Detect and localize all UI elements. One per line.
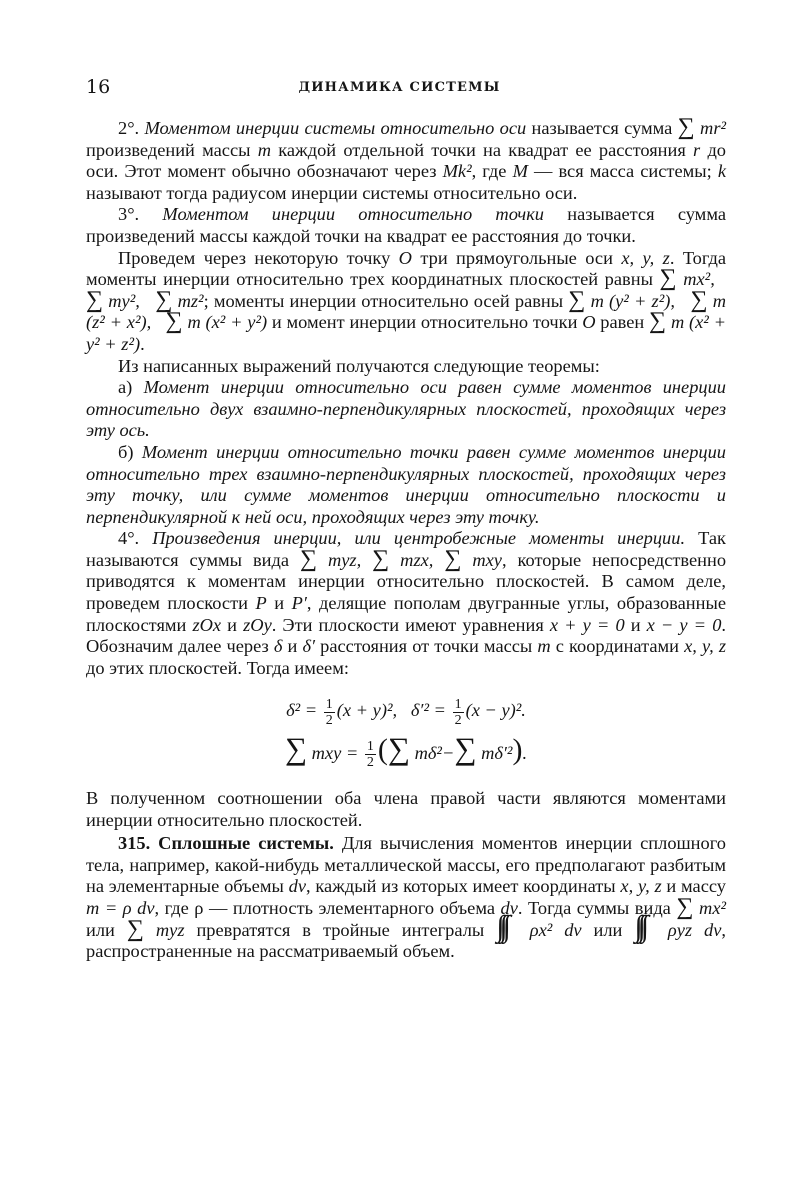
text-run: O	[398, 247, 412, 268]
fraction-half	[453, 697, 464, 728]
text-run: Так называются суммы вида	[86, 528, 726, 570]
text-run: и момент инерции относительно точки	[267, 312, 583, 333]
text-run: , где	[471, 161, 513, 182]
text-run: P′	[291, 593, 307, 614]
text-run: mδ′²	[481, 742, 513, 763]
text-run: 1	[366, 739, 374, 754]
text-run: . Эти плоскости имеют уравнения	[271, 614, 550, 635]
text-run: с координатами	[550, 636, 685, 657]
text-run: mx²	[699, 897, 727, 918]
text-run: mr²	[700, 118, 726, 138]
theorem-a	[86, 377, 726, 442]
term-products-of-inertia: Произведения инерции, или центробежные моменты инерции.	[152, 528, 686, 549]
text-run: и массу	[661, 876, 726, 897]
text-run: и	[266, 593, 292, 614]
sum-symbol: ∑	[387, 730, 410, 766]
sum-symbol: ∑	[677, 114, 695, 140]
sum-symbol: ∑	[444, 545, 462, 572]
text-run: myz,	[327, 549, 362, 570]
sum-symbol: ∑	[454, 730, 477, 766]
text-run: zOy	[243, 614, 272, 635]
sum-symbol: ∑	[659, 265, 677, 292]
paragraph-moment-axis	[86, 114, 726, 204]
text-run: r	[693, 139, 701, 160]
text-run: x − y = 0	[646, 614, 722, 635]
text-run: 4°.	[118, 528, 153, 549]
text-run: 1	[454, 696, 462, 712]
text-run: m (x² + y²)	[187, 312, 268, 333]
sum-symbol: ∑	[86, 286, 104, 313]
text-run: δ′² =	[410, 700, 451, 721]
text-run: m	[257, 139, 271, 160]
text-run: и	[282, 636, 303, 657]
text-run: ρyz dv	[667, 919, 722, 940]
text-run: , где ρ — плотность элементарного объема	[154, 897, 501, 918]
text-run: O	[582, 312, 596, 333]
text-run: myz	[155, 919, 185, 940]
text-run: называется сумма	[526, 118, 678, 138]
theorem-b	[86, 442, 726, 528]
text-run: до оси. Этот момент обычно обозначают через	[86, 139, 726, 182]
text-run: Проведем через некоторую точку	[118, 247, 399, 268]
text-run: и	[624, 614, 647, 635]
sum-symbol: ∑	[690, 286, 708, 313]
text-run: 2	[325, 712, 333, 728]
text-run: mxy	[472, 549, 502, 570]
text-run: , которые непосредственно приводятся к моментам инерции относительно плоскостей. В самом деле, проведем плоскости	[86, 549, 727, 614]
text-run: Mk²	[442, 161, 472, 182]
text-run: . Обозначим далее через	[86, 614, 726, 657]
text-run: mzx,	[400, 549, 434, 570]
text-run: k	[717, 161, 726, 182]
text-run: zOx	[192, 614, 222, 635]
text-run: mδ²	[414, 742, 442, 763]
text-run: ; моменты инерции относительно осей равны	[203, 290, 569, 311]
text-run: . Тогда моменты инерции относительно трех координатных плоскостей равны	[86, 247, 727, 290]
text-run: .	[522, 742, 528, 763]
sum-symbol: ∑	[649, 308, 667, 335]
term-moment-axis: Моментом инерции системы относительно оси	[144, 118, 527, 138]
text-run: превратятся в тройные интегралы	[184, 919, 497, 940]
text-run: (	[377, 732, 388, 766]
text-run: m	[537, 636, 551, 657]
section-heading: 315. Сплошные системы.	[118, 833, 334, 854]
text-run: mxy =	[311, 742, 363, 763]
page-number: 16	[86, 76, 111, 98]
sum-symbol: ∑	[155, 286, 173, 313]
text-run: 2°.	[118, 118, 145, 138]
text-run: .	[140, 333, 145, 354]
text-run: называют тогда радиусом инерции системы относительно оси.	[86, 182, 578, 203]
text-run: равен	[595, 312, 650, 333]
text-run: до этих плоскостей. Тогда имеем:	[86, 657, 349, 678]
text-run: Для вычисления моментов инерции сплошного тела, например, какой-нибудь металлической массы, его предполагают разбитым на элементарные объемы	[86, 833, 727, 897]
text-run: mx²,	[683, 269, 715, 290]
sum-symbol: ∑	[568, 286, 586, 313]
running-title: ДИНАМИКА СИСТЕМЫ	[298, 80, 501, 95]
text-run: 1	[325, 696, 333, 712]
sum-symbol: ∑	[299, 545, 318, 572]
text-run: ρx² dv	[529, 919, 582, 940]
text-run: расстояния от точки массы	[315, 636, 538, 657]
text-run: M	[512, 161, 528, 182]
equation-product-inertia	[86, 730, 726, 770]
text-run: , каждый из которых имеет координаты	[305, 876, 621, 897]
equation-delta	[86, 696, 726, 727]
text-run: )	[512, 732, 523, 766]
sum-symbol: ∑	[372, 545, 390, 572]
text-run: — вся масса системы;	[527, 161, 718, 182]
term-moment-point: Моментом инерции относительно точки	[162, 204, 544, 225]
text-run: каждой отдельной точки на квадрат ее расстояния	[270, 139, 694, 160]
page-body	[86, 114, 727, 963]
text-run: три прямоугольные оси	[411, 247, 622, 268]
text-run: dv	[500, 897, 518, 918]
text-run: и	[221, 614, 244, 635]
text-run: −	[441, 742, 455, 763]
fraction-half	[365, 739, 376, 770]
text-run: или	[86, 919, 127, 940]
text-run: m (y² + z²),	[590, 290, 675, 311]
paragraph-coordinate-moments	[86, 248, 726, 356]
text-run: 2	[366, 755, 374, 770]
paragraph-section-315	[86, 833, 726, 963]
text-run: Момент инерции относительно точки равен сумме моментов инерции относительно трех взаимно-перпендикулярных плоскостей, проходящих через эту точку, или сумме моментов инерции относительно плоскости и перпендикулярной к ней оси, проходящих через эту точку.	[86, 441, 726, 527]
text-run: (x − y)².	[465, 700, 526, 721]
text-run: δ² =	[286, 700, 322, 721]
text-run: my²,	[108, 290, 140, 311]
text-run: x, y, z	[684, 636, 726, 657]
text-run: δ	[273, 636, 283, 657]
text-run: x, y, z	[621, 247, 670, 268]
text-run: P	[255, 593, 267, 614]
text-run: m = ρ dv	[86, 897, 155, 918]
text-run: б)	[118, 441, 142, 462]
sum-symbol: ∑	[284, 730, 308, 766]
paragraph-conclusion: В полученном соотношении оба члена правой части являются моментами инерции относительно плоскостей.	[86, 788, 726, 830]
text-run: , распространенные на рассматриваемый объем.	[86, 919, 726, 962]
paragraph-moment-point	[86, 204, 726, 247]
text-run: , делящие пополам двугранные углы, образованные плоскостями	[86, 593, 726, 635]
text-run: (x + y)²,	[336, 700, 398, 721]
text-run: m (z² + x²),	[86, 290, 726, 333]
paragraph-products-of-inertia	[86, 528, 726, 679]
text-run: mz²	[177, 290, 204, 311]
text-run: dv	[288, 876, 306, 897]
text-run: x + y = 0	[549, 614, 625, 635]
text-run: Момент инерции относительно оси равен сумме моментов инерции относительно двух взаимно-перпендикулярных плоскостей, проходящих через эту ось.	[86, 377, 726, 441]
page-header	[86, 76, 713, 104]
text-run: 3°.	[118, 204, 163, 225]
triple-integral-symbol: ∫∫∫	[634, 909, 644, 943]
text-run: произведений массы	[86, 139, 258, 160]
sum-symbol: ∑	[126, 915, 144, 942]
text-run: m (x² + y² + z²)	[86, 312, 726, 354]
triple-integral-symbol: ∫∫∫	[496, 909, 506, 943]
fraction-half	[324, 697, 335, 728]
text-run: а)	[118, 377, 144, 398]
text-run: . Тогда суммы вида	[517, 897, 677, 918]
sum-symbol: ∑	[165, 308, 183, 335]
text-run: называется сумма произведений массы каждой точки на квадрат ее расстояния до точки.	[86, 204, 726, 246]
paragraph-theorems-intro: Из написанных выражений получаются следующие теоремы:	[118, 355, 600, 376]
text-run: 2	[454, 712, 462, 728]
sum-symbol: ∑	[676, 893, 694, 920]
text-run: или	[581, 919, 635, 940]
text-run: x, y, z	[620, 876, 662, 897]
text-run: δ′	[302, 636, 316, 657]
